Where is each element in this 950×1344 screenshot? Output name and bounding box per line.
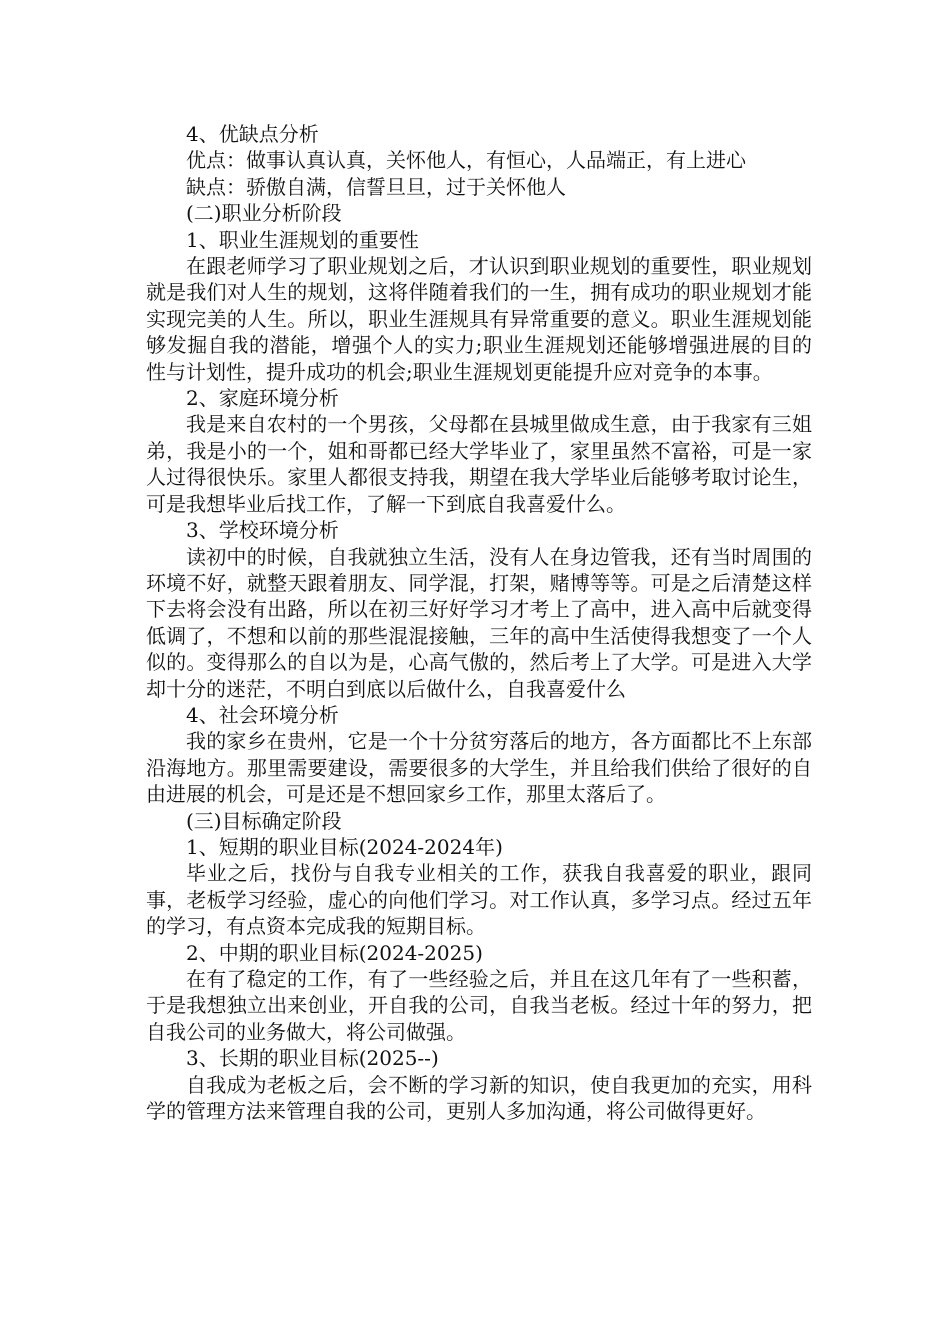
heading-career-planning-importance: 1、职业生涯规划的重要性 bbox=[186, 227, 419, 252]
paragraph-strengths: 优点：做事认真认真，关怀他人，有恒心，人品端正，有上进心 bbox=[186, 148, 746, 173]
heading-social-environment: 4、社会环境分析 bbox=[186, 702, 339, 727]
heading-school-environment: 3、学校环境分析 bbox=[186, 518, 339, 543]
heading-strengths-weaknesses: 4、优缺点分析 bbox=[186, 122, 319, 146]
heading-long-term-goal: 3、长期的职业目标(2025--) bbox=[186, 1046, 439, 1071]
paragraph-mid-term-goal: 在有了稳定的工作，有了一些经验之后，并且在这几年有了一些积蓄，于是我想独立出来创业，开自我的公司，自我当老板。经过十年的努力，把自我公司的业务做大，将公司做强。 bbox=[146, 967, 812, 1044]
paragraph-family-environment: 我是来自农村的一个男孩，父母都在县城里做成生意，由于我家有三姐弟，我是小的一个，姐和哥都已经大学毕业了，家里虽然不富裕，可是一家人过得很快乐。家里人都很支持我，期望在我大学毕业后能够考取讨论生，可是我想毕业后找工作，了解一下到底自我喜爱什么。 bbox=[146, 412, 812, 516]
document-body bbox=[146, 121, 812, 1124]
heading-short-term-goal: 1、短期的职业目标(2024-2024年) bbox=[186, 834, 503, 859]
paragraph-long-term-goal: 自我成为老板之后，会不断的学习新的知识，使自我更加的充实，用科学的管理方法来管理自我的公司，更别人多加沟通，将公司做得更好。 bbox=[146, 1072, 812, 1124]
paragraph-career-planning-importance: 在跟老师学习了职业规划之后，才认识到职业规划的重要性，职业规划就是我们对人生的规划，这将伴随着我们的一生，拥有成功的职业规划才能实现完美的人生。所以，职业生涯规具有异常重要的意义。职业生涯规划能够发掘自我的潜能，增强个人的实力;职业生涯规划还能够增强进展的目的性与计划性，提升成功的机会;职业生涯规划更能提升应对竞争的本事。 bbox=[146, 254, 812, 384]
paragraph-social-environment: 我的家乡在贵州，它是一个十分贫穷落后的地方，各方面都比不上东部沿海地方。那里需要建设，需要很多的大学生，并且给我们供给了很好的自由进展的机会，可是还是不想回家乡工作，那里太落后了。 bbox=[146, 729, 812, 807]
paragraph-weaknesses: 缺点：骄傲自满，信誓旦旦，过于关怀他人 bbox=[186, 174, 566, 199]
heading-family-environment: 2、家庭环境分析 bbox=[186, 386, 339, 411]
paragraph-short-term-goal: 毕业之后，找份与自我专业相关的工作，获我自我喜爱的职业，跟同事，老板学习经验，虚心的向他们学习。对工作认真，多学习点。经过五年的学习，有点资本完成我的短期目标。 bbox=[146, 861, 812, 939]
section-heading-goal-setting: (三)目标确定阶段 bbox=[186, 808, 342, 833]
paragraph-school-environment: 读初中的时候，自我就独立生活，没有人在身边管我，还有当时周围的环境不好，就整天跟着朋友、同学混，打架，赌博等等。可是之后清楚这样下去将会没有出路，所以在初三好好学习才考上了高中，进入高中后就变得低调了，不想和以前的那些混混接触，三年的高中生活使得我想变了一个人似的。变得那么的自以为是，心高气傲的，然后考上了大学。可是进入大学却十分的迷茫，不明白到底以后做什么，自我喜爱什么 bbox=[146, 544, 812, 701]
heading-mid-term-goal: 2、中期的职业目标(2024-2025) bbox=[186, 940, 483, 965]
section-heading-career-analysis: (二)职业分析阶段 bbox=[186, 201, 342, 226]
